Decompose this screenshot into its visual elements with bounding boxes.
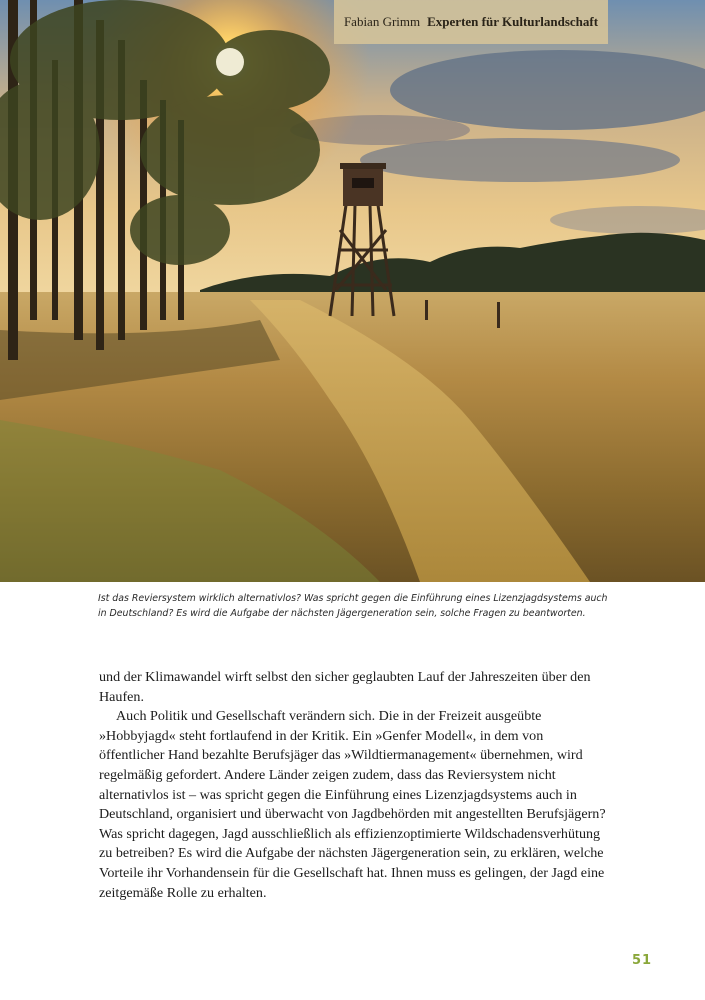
paragraph-2: Auch Politik und Gesellschaft verändern sich. Die in der Freizeit ausgeübte »Hobbyjagd« steht fortlaufend in der Kritik. Ein »Genfer Modell«, in dem von öffentlicher Hand bezahlte Berufsjäger das »Wildtiermanagement« übernehmen, wird regelmäßig gefordert. Andere Länder zeigen zudem, dass das Reviersystem nicht alternativlos ist – was spricht gegen die Einführung eines Lizenzjagdsystems auch in Deutschland, organisiert und überwacht von Jagdbehörden mit angestellten Berufsjägern? Was spricht dagegen, Jagd ausschließlich als effizienzoptimierte Wildschadensverhütung zu betreiben? Es wird die Aufgabe der nächsten Jägergeneration sein, zu erklären, welche Vorteile ihr Vorhandensein für die Gesellschaft hat. Ihnen muss es gelingen, der Jagd eine zeitgemäße Rolle zu erhalten. [99, 708, 606, 901]
page-number: 51 [632, 953, 653, 968]
running-head [334, 0, 608, 44]
paragraph-1: und der Klimawandel wirft selbst den sicher geglaubten Lauf der Jahreszeiten über den Haufen. [99, 669, 591, 705]
header-title: Experten für Kulturlandschaft [427, 14, 599, 29]
header-author: Fabian Grimm [343, 14, 421, 29]
body-text [99, 668, 609, 903]
photo-caption: Ist das Reviersystem wirklich alternativlos? Was spricht gegen die Einführung eines Lizenzjagdsystems auch in Deutschland? Es wird die Aufgabe der nächsten Jägergeneration sein, solche Fragen zu beantworten. [98, 593, 608, 619]
